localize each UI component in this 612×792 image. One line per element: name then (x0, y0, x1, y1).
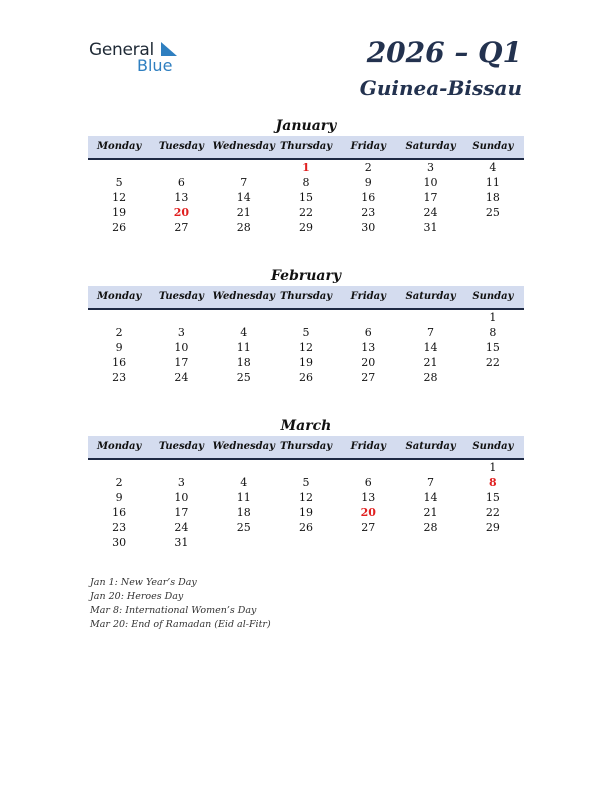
day-cell: 1 (489, 461, 497, 474)
day-cell: 17 (174, 506, 189, 519)
holiday-note: Mar 8: International Women’s Day (90, 605, 257, 616)
empty-day-cell (213, 160, 275, 175)
day-cell: 30 (112, 536, 127, 549)
page-title: 2026 – Q1 (366, 36, 522, 69)
empty-day-cell (462, 370, 524, 385)
day-cell: 4 (240, 326, 248, 339)
holiday-note: Jan 20: Heroes Day (90, 591, 184, 602)
empty-day-cell (213, 535, 275, 550)
day-cell: 6 (364, 476, 372, 489)
day-cell: 5 (115, 176, 123, 189)
day-cell: 18 (236, 506, 251, 519)
empty-day-cell (88, 160, 150, 175)
day-cell: 26 (298, 521, 313, 534)
empty-day-cell (213, 310, 275, 325)
empty-day-cell (88, 460, 150, 475)
empty-day-cell (399, 460, 461, 475)
day-cell: 22 (485, 356, 500, 369)
day-cell: 8 (489, 476, 497, 489)
week-row (88, 205, 524, 220)
day-cell: 21 (236, 206, 251, 219)
day-cell: 9 (364, 176, 372, 189)
weekday-label: Sunday (472, 441, 514, 452)
week-row (88, 370, 524, 385)
weekday-label: Thursday (279, 441, 333, 452)
holiday-note: Mar 20: End of Ramadan (Eid al-Fitr) (90, 619, 271, 630)
day-cell: 9 (115, 491, 123, 504)
day-cell: 8 (489, 326, 497, 339)
day-cell: 31 (174, 536, 189, 549)
day-cell: 19 (112, 206, 127, 219)
day-cell: 7 (427, 326, 435, 339)
day-cell: 27 (174, 221, 189, 234)
day-cell: 12 (298, 491, 313, 504)
empty-day-cell (213, 460, 275, 475)
day-cell: 22 (298, 206, 313, 219)
day-cell: 1 (302, 161, 310, 174)
weekday-label: Tuesday (158, 141, 204, 152)
day-cell: 14 (236, 191, 251, 204)
day-cell: 11 (236, 341, 251, 354)
week-row (88, 490, 524, 505)
week-row (88, 535, 524, 550)
day-cell: 11 (236, 491, 251, 504)
day-cell: 20 (361, 356, 376, 369)
day-cell: 18 (236, 356, 251, 369)
day-cell: 16 (112, 356, 127, 369)
day-cell: 15 (298, 191, 313, 204)
weekday-label: Saturday (405, 441, 456, 452)
day-cell: 15 (485, 491, 500, 504)
weekday-header (88, 436, 524, 460)
day-cell: 29 (485, 521, 500, 534)
day-cell: 10 (174, 341, 189, 354)
day-cell: 24 (174, 371, 189, 384)
day-cell: 15 (485, 341, 500, 354)
week-row (88, 325, 524, 340)
month-calendar-february (88, 266, 524, 385)
weekday-label: Monday (96, 141, 142, 152)
week-row (88, 520, 524, 535)
empty-day-cell (88, 310, 150, 325)
weekday-label: Thursday (279, 141, 333, 152)
day-cell: 5 (302, 326, 310, 339)
day-cell: 12 (298, 341, 313, 354)
day-cell: 25 (236, 521, 251, 534)
day-cell: 2 (115, 326, 123, 339)
weekday-label: Friday (350, 141, 386, 152)
week-row (88, 505, 524, 520)
week-row (88, 340, 524, 355)
empty-day-cell (275, 460, 337, 475)
day-cell: 6 (364, 326, 372, 339)
weekday-label: Monday (96, 291, 142, 302)
week-row (88, 175, 524, 190)
day-cell: 14 (423, 341, 438, 354)
day-cell: 13 (361, 341, 376, 354)
day-cell: 21 (423, 356, 438, 369)
day-cell: 29 (298, 221, 313, 234)
weekday-label: Wednesday (212, 441, 275, 452)
day-cell: 28 (423, 521, 438, 534)
month-calendar-january (88, 116, 524, 235)
day-cell: 24 (423, 206, 438, 219)
month-calendar-march (88, 416, 524, 550)
weekday-label: Friday (350, 291, 386, 302)
day-cell: 30 (361, 221, 376, 234)
day-cell: 23 (112, 521, 127, 534)
day-cell: 23 (361, 206, 376, 219)
day-cell: 28 (423, 371, 438, 384)
holiday-note: Jan 1: New Year’s Day (90, 577, 197, 588)
day-cell: 1 (489, 311, 497, 324)
day-cell: 16 (112, 506, 127, 519)
day-cell: 12 (112, 191, 127, 204)
empty-day-cell (399, 535, 461, 550)
day-cell: 17 (423, 191, 438, 204)
empty-day-cell (399, 310, 461, 325)
day-cell: 10 (174, 491, 189, 504)
weekday-header (88, 136, 524, 160)
day-cell: 19 (298, 356, 313, 369)
empty-day-cell (275, 535, 337, 550)
day-cell: 24 (174, 521, 189, 534)
weekday-label: Wednesday (212, 141, 275, 152)
day-cell: 2 (115, 476, 123, 489)
weekday-label: Tuesday (158, 441, 204, 452)
week-row (88, 355, 524, 370)
day-cell: 3 (177, 326, 185, 339)
weekday-label: Thursday (279, 291, 333, 302)
weekday-header (88, 286, 524, 310)
logo-word-general: General (89, 40, 154, 60)
day-cell: 25 (236, 371, 251, 384)
empty-day-cell (150, 460, 212, 475)
empty-day-cell (462, 220, 524, 235)
weekday-label: Saturday (405, 291, 456, 302)
day-cell: 10 (423, 176, 438, 189)
day-cell: 5 (302, 476, 310, 489)
day-cell: 18 (485, 191, 500, 204)
empty-day-cell (337, 535, 399, 550)
day-cell: 6 (177, 176, 185, 189)
day-cell: 26 (298, 371, 313, 384)
weekday-label: Friday (350, 441, 386, 452)
day-cell: 9 (115, 341, 123, 354)
week-row (88, 160, 524, 175)
holiday-notes (90, 576, 271, 632)
day-cell: 21 (423, 506, 438, 519)
weekday-label: Saturday (405, 141, 456, 152)
logo-word-blue: Blue (137, 56, 173, 75)
week-row (88, 460, 524, 475)
weekday-label: Sunday (472, 141, 514, 152)
month-name: March (280, 418, 332, 434)
weekday-label: Tuesday (158, 291, 204, 302)
day-cell: 31 (423, 221, 438, 234)
empty-day-cell (150, 160, 212, 175)
day-cell: 3 (427, 161, 435, 174)
day-cell: 13 (361, 491, 376, 504)
day-cell: 4 (240, 476, 248, 489)
week-row (88, 220, 524, 235)
day-cell: 25 (485, 206, 500, 219)
day-cell: 16 (361, 191, 376, 204)
empty-day-cell (337, 460, 399, 475)
country-title: Guinea-Bissau (359, 76, 522, 100)
day-cell: 20 (360, 506, 376, 519)
month-name: February (270, 268, 341, 284)
day-cell: 2 (364, 161, 372, 174)
day-cell: 23 (112, 371, 127, 384)
week-row (88, 190, 524, 205)
weekday-label: Sunday (472, 291, 514, 302)
logo (89, 40, 199, 76)
week-row (88, 310, 524, 325)
empty-day-cell (337, 310, 399, 325)
day-cell: 8 (302, 176, 310, 189)
day-cell: 13 (174, 191, 189, 204)
day-cell: 7 (427, 476, 435, 489)
day-cell: 17 (174, 356, 189, 369)
weekday-label: Monday (96, 441, 142, 452)
day-cell: 14 (423, 491, 438, 504)
day-cell: 26 (112, 221, 127, 234)
day-cell: 27 (361, 371, 376, 384)
day-cell: 22 (485, 506, 500, 519)
day-cell: 20 (173, 206, 190, 219)
day-cell: 3 (177, 476, 185, 489)
weekday-label: Wednesday (212, 291, 275, 302)
day-cell: 28 (236, 221, 251, 234)
empty-day-cell (150, 310, 212, 325)
month-name: January (275, 118, 337, 134)
day-cell: 27 (361, 521, 376, 534)
week-row (88, 475, 524, 490)
day-cell: 7 (240, 176, 248, 189)
day-cell: 4 (489, 161, 497, 174)
empty-day-cell (275, 310, 337, 325)
empty-day-cell (462, 535, 524, 550)
day-cell: 11 (485, 176, 500, 189)
day-cell: 19 (298, 506, 313, 519)
